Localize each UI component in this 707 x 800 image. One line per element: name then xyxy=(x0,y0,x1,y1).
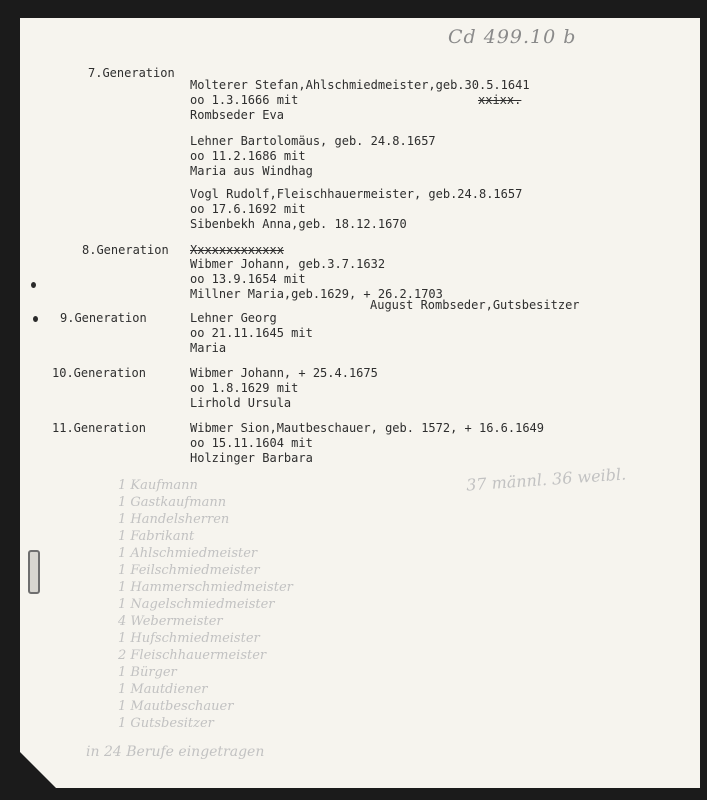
pencil-tally: 37 männl. 36 weibl. xyxy=(465,464,627,495)
pencil-list-item: 1 Feilschmiedmeister xyxy=(118,563,260,578)
generation-9-entry-1-line-1: Lehner Georg xyxy=(190,311,277,325)
pencil-list-item: 1 Ahlschmiedmeister xyxy=(118,546,258,561)
pencil-list-item: 2 Fleischhauermeister xyxy=(118,648,267,663)
archive-shelf-mark: Cd 499.10 b xyxy=(448,26,577,48)
pencil-occupation-list xyxy=(118,478,378,758)
generation-8-entry-1-line-3: Millner Maria,geb.1629, + 26.2.1703 xyxy=(190,287,443,301)
pencil-list-item: 1 Hufschmiedmeister xyxy=(118,631,260,646)
generation-8-label: 8.Generation xyxy=(82,243,169,257)
generation-7-entry-2-line-1: Lehner Bartolomäus, geb. 24.8.1657 xyxy=(190,134,436,148)
pencil-list-item: 4 Webermeister xyxy=(118,614,223,629)
pencil-list-item: 1 Gutsbesitzer xyxy=(118,716,214,731)
generation-7-label: 7.Generation xyxy=(88,66,175,80)
pencil-total-line: in 24 Berufe eingetragen xyxy=(86,744,265,760)
struck-text: xxixx. xyxy=(478,93,522,107)
punch-hole xyxy=(31,282,36,288)
pencil-list-item: 1 Kaufmann xyxy=(118,478,198,493)
pencil-list-item: 1 Mautbeschauer xyxy=(118,699,234,714)
pencil-list-item: 1 Fabrikant xyxy=(118,529,195,544)
generation-7-entry-1-line-2: oo 1.3.1666 mit xyxy=(190,93,299,107)
generation-7-entry-1-line-3: Rombseder Eva xyxy=(190,108,284,122)
generation-7-entry-3-line-3: Sibenbekh Anna,geb. 18.12.1670 xyxy=(190,217,407,231)
folded-corner xyxy=(20,752,56,788)
pencil-list-item: 1 Bürger xyxy=(118,665,177,680)
source-note: August Rombseder,Gutsbesitzer xyxy=(370,298,580,312)
generation-7-entry-2-line-3: Maria aus Windhag xyxy=(190,164,313,178)
generation-11-label: 11.Generation xyxy=(52,421,146,435)
generation-7-entry-3-line-2: oo 17.6.1692 mit xyxy=(190,202,306,216)
generation-7-entry-2-line-2: oo 11.2.1686 mit xyxy=(190,149,306,163)
pencil-list-item: 1 Mautdiener xyxy=(118,682,208,697)
generation-9-entry-1-line-2: oo 21.11.1645 mit xyxy=(190,326,313,340)
pencil-list-item: 1 Hammerschmiedmeister xyxy=(118,580,293,595)
generation-11-entry-1-line-1: Wibmer Sion,Mautbeschauer, geb. 1572, + 16.6.1649 xyxy=(190,421,545,435)
generation-8-entry-1-line-1: Wibmer Johann, geb.3.7.1632 xyxy=(190,257,386,271)
generation-9-label: 9.Generation xyxy=(60,311,147,325)
generation-8-entry-1-line-2: oo 13.9.1654 mit xyxy=(190,272,306,286)
generation-7-entry-3-line-1: Vogl Rudolf,Fleischhauermeister, geb.24.8.1657 xyxy=(190,187,523,201)
punch-hole xyxy=(33,316,38,322)
pencil-list-item: 1 Nagelschmiedmeister xyxy=(118,597,275,612)
generation-7-entry-1-line-1: Molterer Stefan,Ahlschmiedmeister,geb.30.5.1641 xyxy=(190,78,530,92)
generation-10-label: 10.Generation xyxy=(52,366,146,380)
generation-11-entry-1-line-2: oo 15.11.1604 mit xyxy=(190,436,313,450)
generation-10-entry-1-line-3: Lirhold Ursula xyxy=(190,396,292,410)
struck-text: Xxxxxxxxxxxxx xyxy=(190,243,284,257)
generation-11-entry-1-line-3: Holzinger Barbara xyxy=(190,451,313,465)
generation-9-entry-1-line-3: Maria xyxy=(190,341,227,355)
pencil-list-item: 1 Gastkaufmann xyxy=(118,495,227,510)
generation-10-entry-1-line-1: Wibmer Johann, + 25.4.1675 xyxy=(190,366,378,380)
pencil-list-item: 1 Handelsherren xyxy=(118,512,230,527)
generation-10-entry-1-line-2: oo 1.8.1629 mit xyxy=(190,381,299,395)
paper-clip xyxy=(28,550,40,594)
